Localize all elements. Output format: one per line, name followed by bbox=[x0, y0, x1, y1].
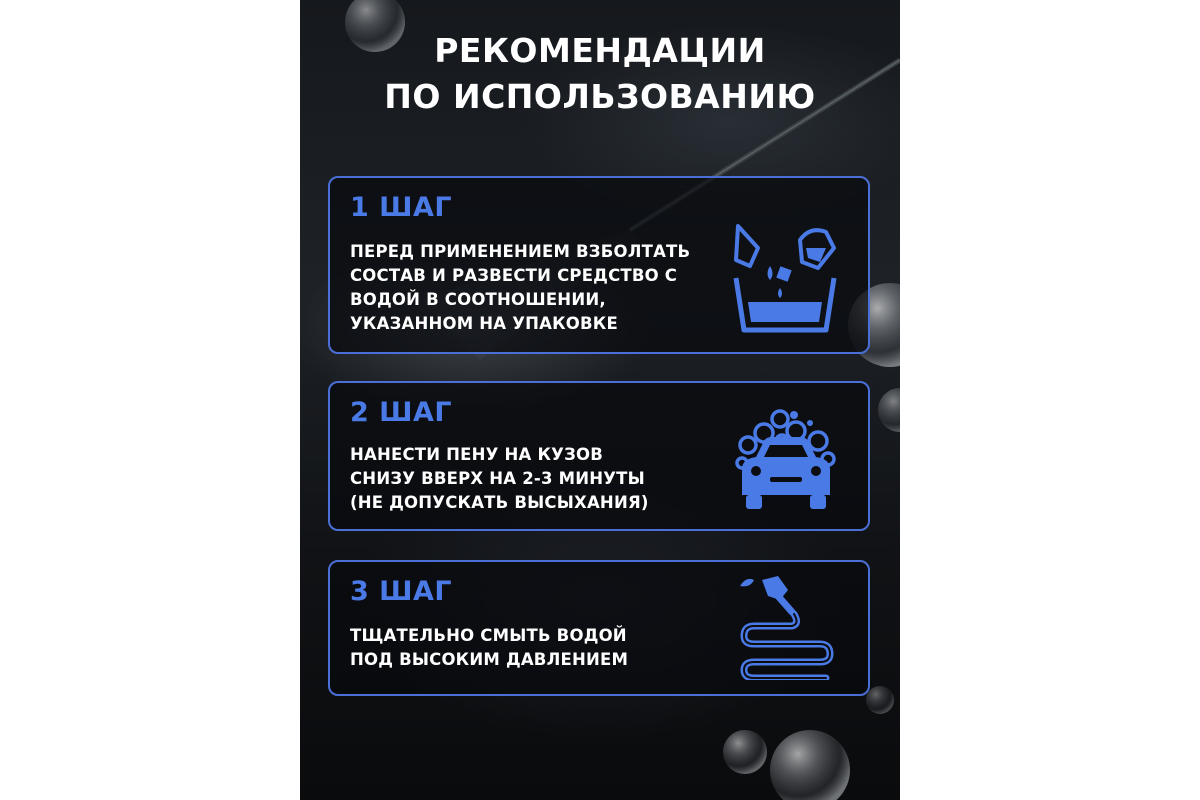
step-card-3 bbox=[328, 560, 870, 696]
title-line-1: РЕКОМЕНДАЦИИ bbox=[434, 31, 766, 70]
step-label: 1 ШАГ bbox=[350, 192, 453, 223]
car-foam-icon bbox=[734, 405, 838, 513]
step-description: ПЕРЕД ПРИМЕНЕНИЕМ ВЗБОЛТАТЬ СОСТАВ И РАЗВЕСТИ СРЕДСТВО С ВОДОЙ В СООТНОШЕНИИ, УКАЗАННОМ НА УПАКОВКЕ bbox=[350, 242, 691, 333]
step-label: 2 ШАГ bbox=[350, 397, 453, 428]
title-line-2: ПО ИСПОЛЬЗОВАНИЮ bbox=[384, 77, 816, 116]
hose-spray-icon bbox=[734, 572, 838, 680]
step-card-1 bbox=[328, 176, 870, 354]
step-card-2 bbox=[328, 381, 870, 531]
page-title bbox=[300, 28, 900, 120]
step-description: НАНЕСТИ ПЕНУ НА КУЗОВ СНИЗУ ВВЕРХ НА 2-3 МИНУТЫ (НЕ ДОПУСКАТЬ ВЫСЫХАНИЯ) bbox=[350, 445, 649, 512]
step-description: ТЩАТЕЛЬНО СМЫТЬ ВОДОЙ ПОД ВЫСОКИМ ДАВЛЕНИЕМ bbox=[350, 626, 629, 669]
poster bbox=[300, 0, 900, 800]
pouring-bucket-icon bbox=[730, 218, 840, 336]
step-label: 3 ШАГ bbox=[350, 576, 453, 607]
